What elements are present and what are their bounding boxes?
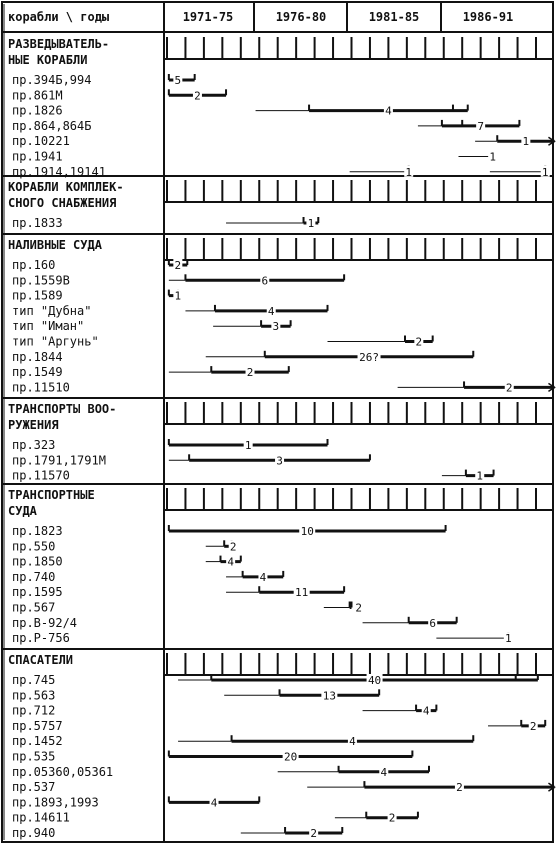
- bar-count-label: 1: [244, 439, 252, 452]
- section-title: НЫЕ КОРАБЛИ: [8, 53, 88, 67]
- bar-count-label: 10: [300, 525, 314, 538]
- row-label: пр.1589: [12, 288, 63, 303]
- period-label-4: 1986-91: [462, 10, 514, 24]
- section-title: РАЗВЕДЫВАТЕЛЬ-: [8, 37, 110, 51]
- chart-body: [8, 37, 554, 840]
- bar-count-label: 26?: [359, 350, 379, 364]
- row-label: пр.535: [12, 749, 56, 764]
- row-label: пр.1893,1993: [12, 795, 99, 810]
- bar-count-label: 2: [505, 381, 513, 395]
- bar-count-label: 2: [355, 601, 362, 615]
- bar-count-label: 1: [174, 289, 182, 303]
- bar-count-label: 2: [246, 366, 254, 380]
- corner-label: корабли \ годы: [8, 10, 110, 24]
- bar-count-label: 13: [322, 689, 336, 703]
- row-label: пр.5757: [12, 718, 63, 733]
- period-label-2: 1976-80: [275, 10, 327, 24]
- section-title: СПАСАТЕЛИ: [8, 653, 74, 667]
- row-label: пр.1823: [12, 524, 63, 538]
- row-label: пр.1559В: [12, 273, 70, 288]
- row-label: пр.11570: [12, 468, 70, 483]
- bar-count-label: 2: [229, 540, 237, 554]
- row-label: пр.11510: [12, 380, 70, 395]
- bar-count-label: 1: [541, 165, 549, 179]
- bar-count-label: 2: [415, 335, 423, 349]
- row-label: пр.05360,05361: [12, 764, 114, 779]
- bar-count-label: 4: [385, 104, 392, 118]
- row-label: пр.745: [12, 673, 56, 687]
- period-label-1: 1971-75: [182, 10, 234, 24]
- bar-count-label: 1: [522, 135, 530, 149]
- bar-count-label: 1: [505, 632, 512, 646]
- bar-count-label: 20: [283, 750, 298, 764]
- header-row: [8, 10, 513, 24]
- row-label: пр.394Б,994: [12, 73, 92, 87]
- row-label: тип "Аргунь": [12, 334, 99, 349]
- section-title: СУДА: [8, 504, 37, 518]
- row-label: пр.160: [12, 258, 56, 272]
- bar-count-label: 2: [194, 89, 201, 103]
- bar-count-label: 4: [422, 704, 430, 718]
- bar-count-label: 6: [261, 274, 269, 288]
- period-label-3: 1981-85: [368, 10, 420, 24]
- row-label: пр.1595: [12, 585, 63, 600]
- row-label: пр.1791,1791М: [12, 453, 106, 468]
- bar-count-label: 2: [529, 719, 537, 733]
- bar-count-label: 2: [174, 259, 182, 272]
- bar-count-label: 4: [227, 555, 234, 569]
- section-title: КОРАБЛИ КОМПЛЕК-: [8, 180, 124, 194]
- row-label: пр.1452: [12, 734, 63, 749]
- row-label: пр.1850: [12, 554, 63, 569]
- row-label: пр.940: [12, 826, 56, 840]
- row-label: пр.323: [12, 438, 56, 452]
- bar-count-label: 2: [388, 811, 396, 825]
- row-label: пр.1826: [12, 103, 63, 118]
- bar-count-label: 6: [429, 616, 436, 630]
- row-label: пр.1844: [12, 349, 63, 364]
- bar-count-label: 2: [456, 781, 463, 795]
- row-label: пр.861М: [12, 88, 63, 103]
- bar-count-label: 4: [210, 796, 218, 810]
- bar-count-label: 40: [367, 674, 382, 687]
- row-label: пр.1833: [12, 216, 63, 230]
- row-label: пр.712: [12, 703, 56, 718]
- row-label: пр.864,864Б: [12, 118, 92, 133]
- bar-count-label: 4: [349, 735, 356, 749]
- row-label: пр.537: [12, 780, 56, 795]
- bar-count-label: 1: [307, 217, 315, 230]
- row-label: пр.14611: [12, 810, 70, 825]
- bar-count-label: 1: [405, 165, 413, 179]
- row-label: пр.В-92/4: [12, 615, 78, 630]
- bar-count-label: 2: [310, 827, 317, 840]
- bar-count-label: 1: [476, 469, 484, 483]
- section-title: РУЖЕНИЯ: [8, 418, 59, 432]
- bar-count-label: 4: [267, 304, 275, 318]
- row-label: пр.1549: [12, 365, 63, 380]
- bar-count-label: 4: [259, 570, 267, 584]
- section-title: ТРАНСПОРТЫ ВОО-: [8, 402, 117, 416]
- row-label: пр.550: [12, 539, 56, 554]
- row-label: пр.10221: [12, 134, 70, 149]
- row-label: пр.1941: [12, 149, 63, 164]
- section-title: ТРАНСПОРТНЫЕ: [8, 488, 95, 502]
- row-label: пр.1914,19141: [12, 164, 106, 179]
- bar-count-label: 5: [174, 74, 182, 87]
- bar-count-label: 7: [477, 119, 484, 133]
- row-label: пр.Р-756: [12, 631, 70, 646]
- row-label: пр.563: [12, 688, 56, 703]
- section-title: НАЛИВНЫЕ СУДА: [8, 238, 102, 252]
- section-title: СНОГО СНАБЖЕНИЯ: [8, 196, 117, 210]
- bar-count-label: 4: [380, 765, 388, 779]
- bar-count-label: 3: [272, 320, 280, 334]
- row-label: тип "Дубна": [12, 303, 92, 318]
- bar-count-label: 3: [276, 454, 283, 468]
- row-label: пр.567: [12, 600, 56, 615]
- bar-count-label: 11: [295, 586, 309, 600]
- bar-count-label: 1: [489, 150, 496, 164]
- row-label: тип "Иман": [12, 319, 85, 334]
- row-label: пр.740: [12, 569, 56, 584]
